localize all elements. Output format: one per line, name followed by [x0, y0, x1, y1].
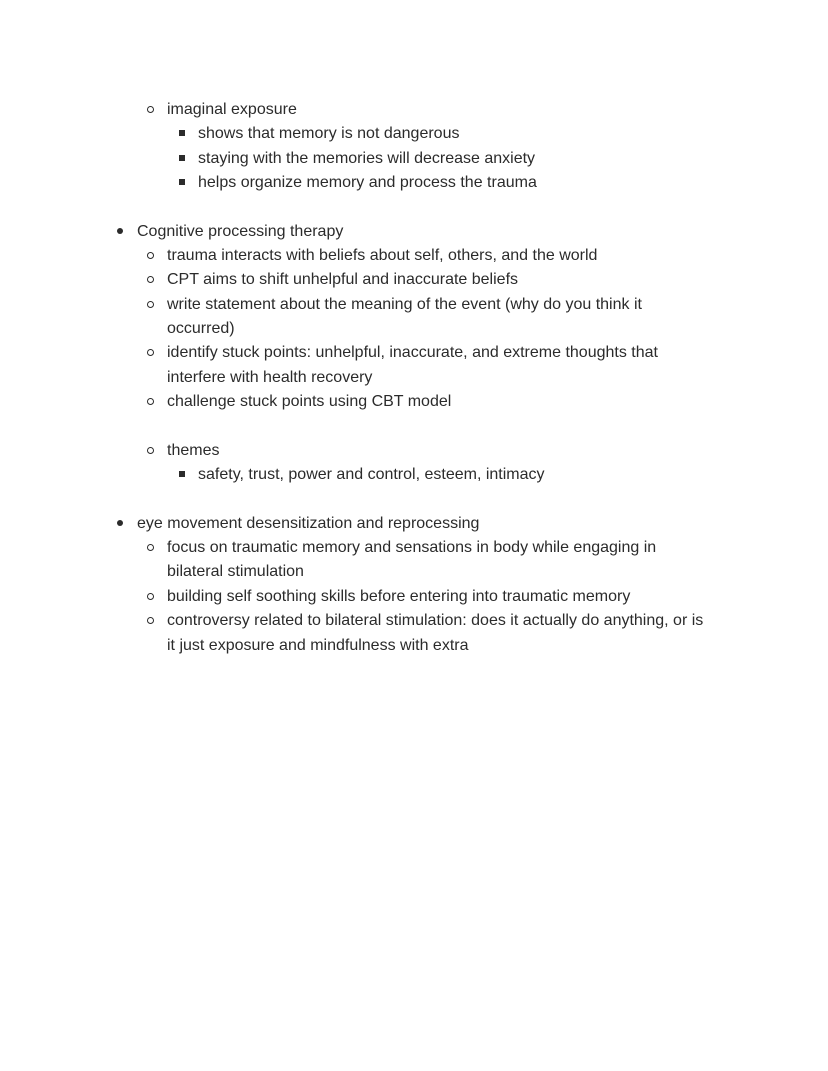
list-item [198, 171, 537, 195]
circle-bullet-icon [147, 301, 154, 308]
list-item-text: trauma interacts with beliefs about self, others, and the world [167, 247, 598, 264]
circle-bullet-icon [147, 349, 154, 356]
circle-bullet-icon [147, 398, 154, 405]
list-item [167, 585, 630, 609]
list-item-text: controversy related to bilateral stimulation: does it actually do anything, or is [167, 612, 704, 629]
list-item-text: eye movement desensitization and reprocessing [137, 515, 480, 532]
list-item-continuation [167, 366, 372, 390]
circle-bullet-icon [147, 544, 154, 551]
list-item-text: CPT aims to shift unhelpful and inaccurate beliefs [167, 271, 519, 288]
list-item-text: themes [167, 442, 220, 459]
list-item-text: Cognitive processing therapy [137, 223, 344, 240]
list-item [167, 268, 518, 292]
list-item [167, 609, 703, 633]
list-item-text: focus on traumatic memory and sensations in body while engaging in [167, 539, 657, 556]
circle-bullet-icon [147, 106, 154, 113]
list-item-text: occurred) [167, 320, 235, 337]
circle-bullet-icon [147, 617, 154, 624]
circle-bullet-icon [147, 276, 154, 283]
list-item-text: safety, trust, power and control, esteem, intimacy [198, 466, 545, 483]
square-bullet-icon [179, 130, 185, 136]
list-item-text: bilateral stimulation [167, 563, 304, 580]
list-item [198, 122, 459, 146]
list-item-text: imaginal exposure [167, 101, 297, 118]
list-item-continuation [167, 634, 468, 658]
list-item [198, 147, 535, 171]
list-item-text: challenge stuck points using CBT model [167, 393, 452, 410]
list-item [167, 341, 658, 365]
disc-bullet-icon [117, 520, 123, 526]
list-item-continuation [167, 560, 304, 584]
list-item-text: helps organize memory and process the trauma [198, 174, 537, 191]
square-bullet-icon [179, 179, 185, 185]
list-item-text: identify stuck points: unhelpful, inaccurate, and extreme thoughts that [167, 344, 658, 361]
circle-bullet-icon [147, 593, 154, 600]
list-item [137, 220, 343, 244]
list-item [167, 439, 219, 463]
list-item [167, 293, 642, 317]
list-item-text: shows that memory is not dangerous [198, 125, 460, 142]
circle-bullet-icon [147, 252, 154, 259]
list-item [198, 463, 545, 487]
disc-bullet-icon [117, 228, 123, 234]
list-item-text: interfere with health recovery [167, 369, 373, 386]
square-bullet-icon [179, 471, 185, 477]
list-item [137, 512, 479, 536]
list-item-text: staying with the memories will decrease anxiety [198, 150, 536, 167]
list-item [167, 98, 297, 122]
list-item-text: it just exposure and mindfulness with extra [167, 637, 469, 654]
list-item [167, 244, 597, 268]
list-item-text: write statement about the meaning of the event (why do you think it [167, 296, 642, 313]
list-item-continuation [167, 317, 235, 341]
circle-bullet-icon [147, 447, 154, 454]
square-bullet-icon [179, 155, 185, 161]
list-item [167, 390, 451, 414]
list-item-text: building self soothing skills before entering into traumatic memory [167, 588, 631, 605]
list-item [167, 536, 656, 560]
